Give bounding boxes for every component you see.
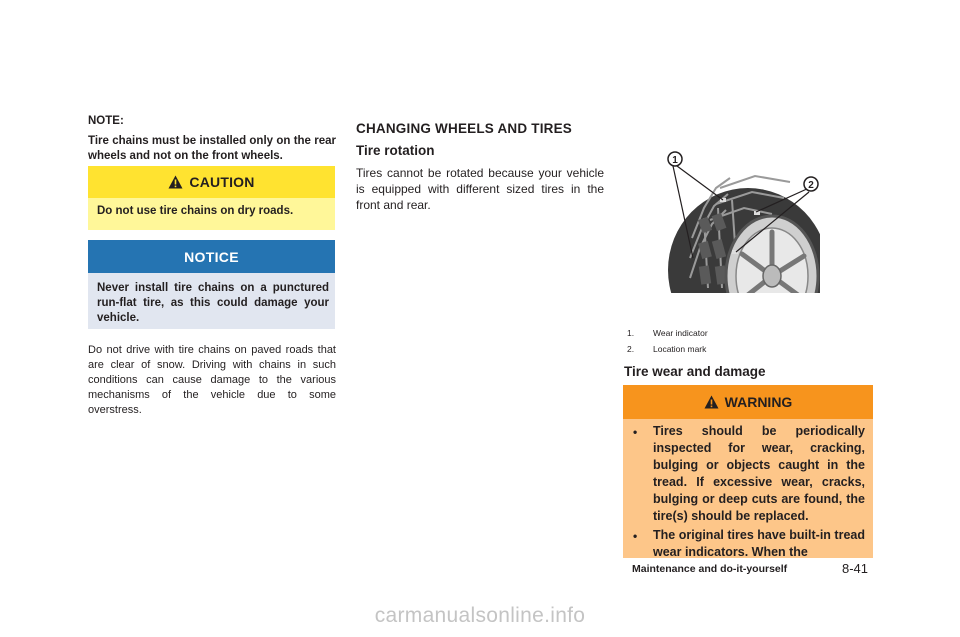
caption-num-1: 1. (627, 328, 635, 338)
section-heading: CHANGING WHEELS AND TIRES (356, 121, 573, 136)
warning-triangle-icon (168, 175, 183, 189)
warning-box (623, 385, 873, 558)
caution-box (88, 166, 335, 230)
tire-illustration (660, 148, 820, 296)
caption-num-2: 2. (627, 344, 635, 354)
notice-box (88, 240, 335, 329)
watermark: carmanualsonline.info (374, 604, 586, 627)
warning-item: The original tires have built-in tread wear indicators. When the (653, 528, 865, 558)
notice-title: NOTICE (184, 248, 239, 265)
bullet-icon: • (633, 529, 638, 543)
tire-rotation-paragraph: Tires cannot be rotated because your vehicle is equipped with different sized tires in the front and rear. (356, 166, 604, 212)
warning-triangle-icon (704, 395, 719, 409)
callout-2 (804, 177, 818, 191)
notice-header (88, 240, 335, 273)
callout-1 (668, 152, 682, 166)
caution-title: CAUTION (189, 174, 255, 190)
warning-item: Tires should be periodically inspected for wear, cracking, bulging or objects caught in the tread. If excessive wear, cracks, bulging or deep cuts are found, the tire(s) should be replaced. (653, 424, 865, 523)
warning-title: WARNING (724, 394, 793, 410)
caution-text: Do not use tire chains on dry roads. (97, 205, 294, 217)
tire-wear-heading: Tire wear and damage (624, 364, 766, 379)
note-text: Tire chains must be installed only on the rear wheels and not on the front wheels. (88, 135, 336, 162)
tire-chains-paragraph: Do not drive with tire chains on paved roads that are clear of snow. Driving with chains in such conditions can cause damage to the various mechanisms of the vehicle due to some overstress. (88, 344, 336, 416)
page-number: 8-41 (842, 561, 869, 576)
notice-text: Never install tire chains on a punctured run-flat tire, as this could damage your vehicle. (97, 282, 329, 324)
svg-text:1: 1 (672, 155, 678, 166)
note-label: NOTE: (88, 115, 124, 127)
warning-header (623, 385, 873, 419)
svg-text:2: 2 (808, 180, 814, 191)
tire-rotation-heading: Tire rotation (356, 143, 435, 158)
caption-wear-indicator: Wear indicator (653, 328, 708, 338)
bullet-icon: • (633, 425, 638, 439)
caption-location-mark: Location mark (653, 344, 707, 354)
footer-section-title: Maintenance and do-it-yourself (632, 563, 788, 575)
caution-header (88, 166, 335, 198)
